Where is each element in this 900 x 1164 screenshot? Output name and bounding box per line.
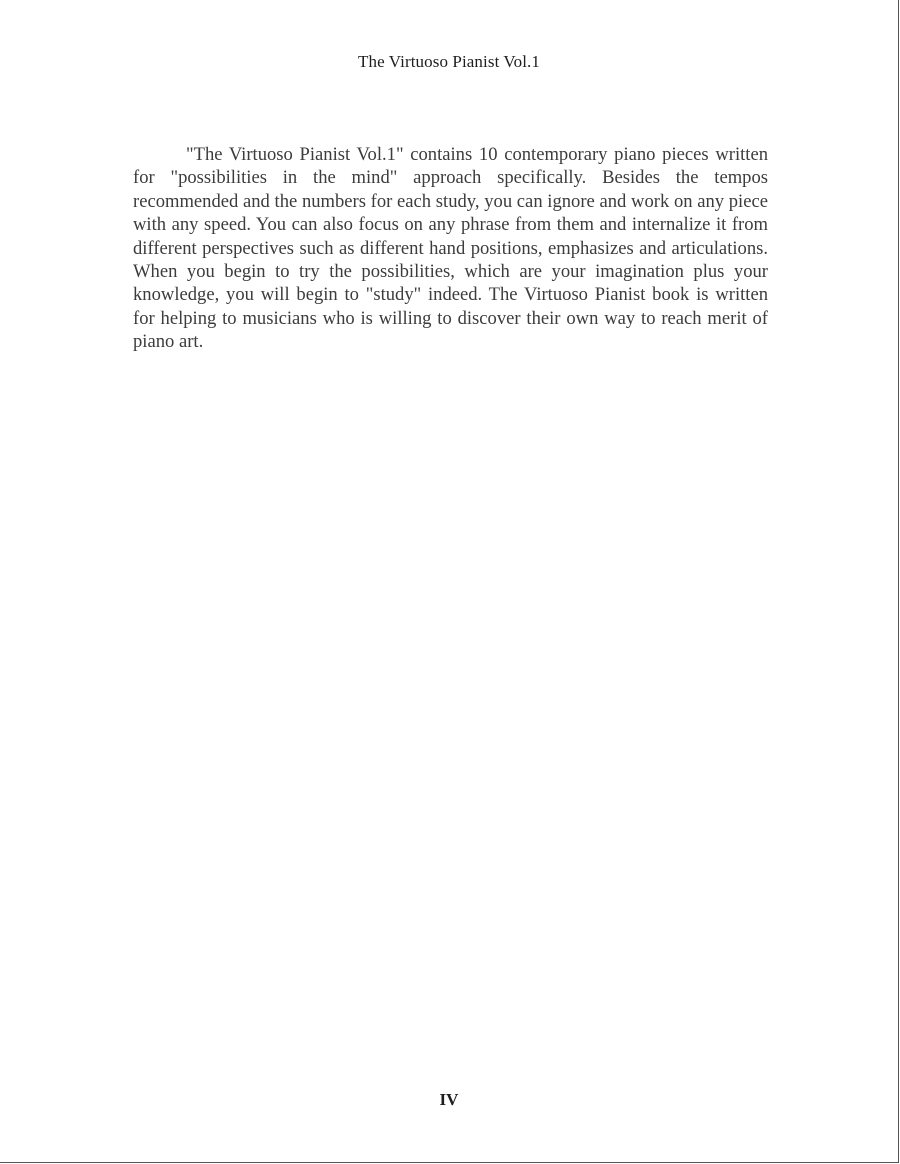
body-paragraph: "The Virtuoso Pianist Vol.1" contains 10 contemporary piano pieces written for "possibilities in the mind" approach specifically. Besides the tempos recommended and the numbers for each study, you can ignore and work on any piece with any speed. You can also focus on any phrase from them and internalize it from different perspectives such as different hand positions, emphasizes and articulations. When you begin to try the possibilities, which are your imagination plus your knowledge, you will begin to "study" indeed. The Virtuoso Pianist book is written for helping to musicians who is willing to discover their own way to reach merit of piano art. [133, 144, 768, 353]
page-number: IV [439, 1090, 459, 1109]
running-header-title: The Virtuoso Pianist Vol.1 [358, 52, 540, 71]
